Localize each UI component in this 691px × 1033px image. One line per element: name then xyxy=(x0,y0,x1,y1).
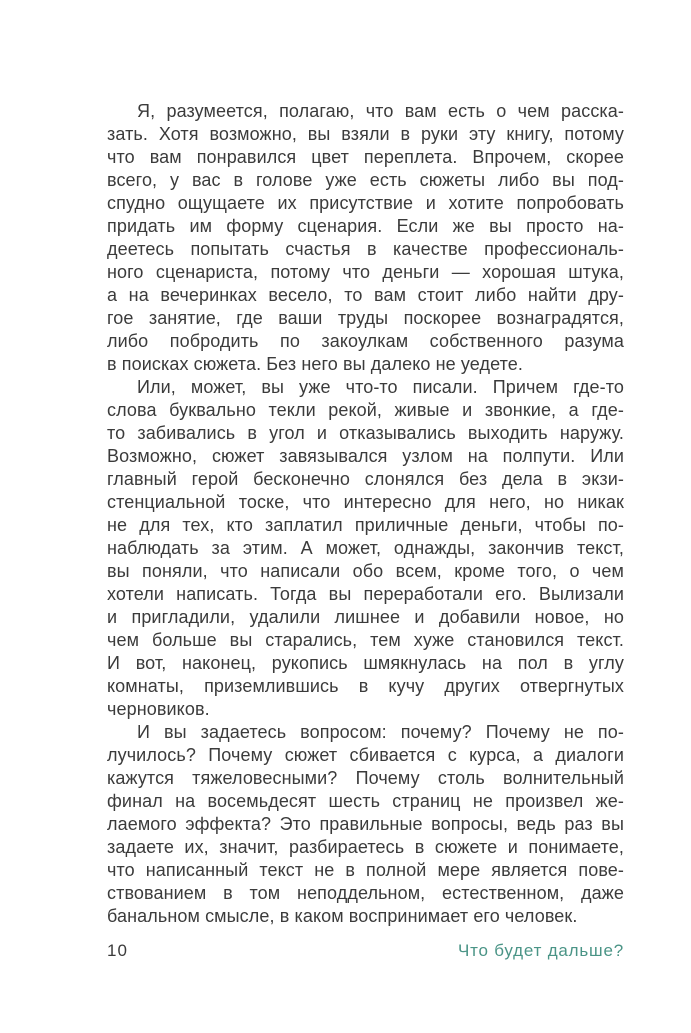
text-line: Я, разумеется, полагаю, что вам есть о чем расска- xyxy=(137,101,624,121)
text-line: лучилось? Почему сюжет сбивается с курса, а диалоги xyxy=(107,745,624,765)
text-block xyxy=(107,100,624,928)
text-line: в поисках сюжета. Без него вы далеко не уедете. xyxy=(107,354,523,374)
text-line: главный герой бесконечно слонялся без дела в экзи- xyxy=(107,469,624,489)
text-line: слова буквально текли рекой, живые и звонкие, а где- xyxy=(107,400,624,420)
paragraph xyxy=(107,100,624,376)
text-line: банальном смысле, в каком воспринимает его человек. xyxy=(107,906,578,926)
page-number: 10 xyxy=(107,941,128,960)
text-line: наблюдать за этим. А может, однажды, закончив текст, xyxy=(107,538,624,558)
text-line: всего, у вас в голове уже есть сюжеты либо вы под- xyxy=(107,170,624,190)
footer-chapter-title: Что будет дальше? xyxy=(457,941,624,960)
text-line: что написанный текст не в полной мере является пове- xyxy=(107,860,624,880)
text-line: то забивались в угол и отказывались выходить наружу. xyxy=(107,423,624,443)
text-line: и пригладили, удалили лишнее и добавили новое, но xyxy=(107,607,624,627)
text-line: Возможно, сюжет завязывался узлом на полпути. Или xyxy=(107,446,624,466)
text-line: вы поняли, что написали обо всем, кроме того, о чем xyxy=(107,561,624,581)
text-line: чем больше вы старались, тем хуже становился текст. xyxy=(107,630,624,650)
text-line: Или, может, вы уже что-то писали. Причем где-то xyxy=(137,377,624,397)
text-line: спудно ощущаете их присутствие и хотите попробовать xyxy=(107,193,624,213)
text-line: финал на восемьдесят шесть страниц не произвел же- xyxy=(107,791,624,811)
text-line: гое занятие, где ваши труды поскорее вознаградятся, xyxy=(107,308,624,328)
text-line: придать им форму сценария. Если же вы просто на- xyxy=(107,216,624,236)
text-line: комнаты, приземлившись в кучу других отвергнутых xyxy=(107,676,624,696)
text-line: ного сценариста, потому что деньги — хорошая штука, xyxy=(107,262,624,282)
text-line: лаемого эффекта? Это правильные вопросы, ведь раз вы xyxy=(107,814,624,834)
text-line: зать. Хотя возможно, вы взяли в руки эту книгу, потому xyxy=(107,124,624,144)
text-line: деетесь попытать счастья в качестве профессиональ- xyxy=(107,239,624,259)
text-line: стенциальной тоске, что интересно для него, но никак xyxy=(107,492,624,512)
page-footer xyxy=(107,941,624,963)
text-line: ствованием в том неподдельном, естественном, даже xyxy=(107,883,624,903)
text-line: И вы задаетесь вопросом: почему? Почему не по- xyxy=(137,722,624,742)
text-line: кажутся тяжеловесными? Почему столь волнительный xyxy=(107,768,624,788)
paragraph xyxy=(107,376,624,721)
text-line: либо побродить по закоулкам собственного разума xyxy=(107,331,624,351)
text-line: хотели написать. Тогда вы переработали его. Вылизали xyxy=(107,584,624,604)
text-line: черновиков. xyxy=(107,699,210,719)
text-line: И вот, наконец, рукопись шмякнулась на пол в углу xyxy=(107,653,624,673)
paragraph xyxy=(107,721,624,928)
text-line: не для тех, кто заплатил приличные деньги, чтобы по- xyxy=(107,515,624,535)
text-line: что вам понравился цвет переплета. Впрочем, скорее xyxy=(107,147,624,167)
text-line: задаете их, значит, разбираетесь в сюжете и понимаете, xyxy=(107,837,624,857)
text-line: а на вечеринках весело, то вам стоит либо найти дру- xyxy=(107,285,624,305)
